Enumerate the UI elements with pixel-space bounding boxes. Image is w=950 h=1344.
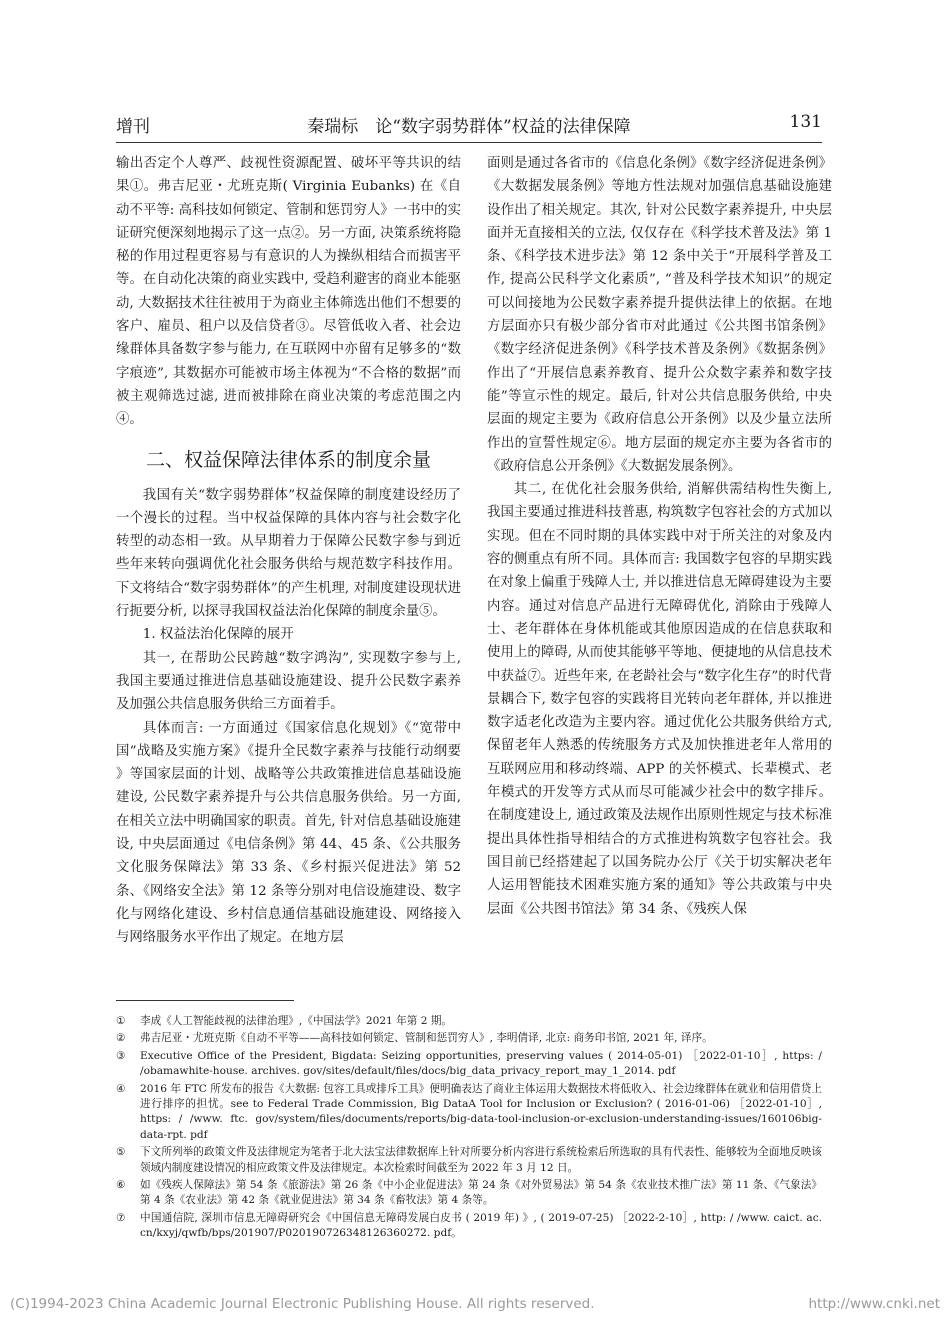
footnote-number: ①	[116, 1015, 126, 1027]
footnote-number: ⑦	[116, 1211, 126, 1224]
footnote	[116, 1211, 822, 1242]
footnote-divider	[116, 1000, 294, 1001]
footnote-text: 李成《人工智能歧视的法律治理》,《中国法学》2021 年第 2 期。	[140, 1015, 453, 1027]
paragraph: 具体而言: 一方面通过《国家信息化规划》《“宽带中国”战略及实施方案》《提升全民数字素养与技能行动纲要 》等国家层面的计划、战略等公共政策推进信息基础设施建设, 公民数字素养提升与公共信息服务供给。另一方面, 在相关立法中明确国家的职责。首先, 针对信息基础设施建设, 中央层面通过《电信条例》第 44、45 条、《公共服务文化服务保障法》第 33 条、《乡村振兴促进法》第 52 条、《网络安全法》第 12 条等分别对电信设施建设、数字化与网络化建设、乡村信息通信基础设施建设、网络接入与网络服务水平作出了规定。在地方层	[116, 720, 461, 946]
page-number: 131	[789, 112, 822, 132]
right-column	[487, 152, 832, 921]
footnote-text: Executive Office of the President, Bigdata: Seizing opportunities, preserving values ( 2014-05-01) ［2022-01-10］, https: / /obamawhite-house. archives. gov/sites/default/files/docs/big_data_privacy_report_may_1_2014. pdf	[140, 1049, 822, 1078]
footnote-text: 中国通信院, 深圳市信息无障碍研究会《中国信息无障碍发展白皮书 ( 2019 年) 》, ( 2019-07-25) ［2022-2-10］, http: / /www. caict. ac. cn/kxyj/qwfb/bps/201907/P020190726348126360272. pdf。	[140, 1211, 822, 1240]
footnote-number: ⑤	[116, 1146, 126, 1159]
footnote	[116, 1031, 822, 1046]
paragraph: 我国有关“数字弱势群体”权益保障的制度建设经历了一个漫长的过程。当中权益保障的具体内容与社会数字化转型的动态相一致。从早期着力于保障公民数字参与到近些年来转向强调优化社会服务供给与规范数字科技作用。下文将结合“数字弱势群体”的产生机理, 对制度建设现状进行扼要分析, 以探寻我国权益法治化保障的制度余量⑤。	[116, 487, 461, 620]
footnote-text: 如《残疾人保障法》第 54 条《旅游法》第 26 条《中小企业促进法》第 24 条《对外贸易法》第 54 条《农业技术推广法》第 11 条、《气象法》第 4 条《农业法》第 42 条《就业促进法》第 34 条《畜牧法》第 4 条等。	[140, 1179, 822, 1207]
header-divider	[116, 142, 822, 143]
left-column	[116, 152, 461, 950]
footnote-number: ④	[116, 1082, 126, 1095]
section-title: 二、权益保障法律体系的制度余量	[146, 448, 432, 471]
running-header	[116, 112, 822, 138]
footnote-text: 弗吉尼亚・尤班克斯《自动不平等——高科技如何锁定、管制和惩罚穷人》, 李明倩译, 北京: 商务印书馆, 2021 年, 译序。	[140, 1032, 713, 1045]
paragraph: 面则是通过各省市的《信息化条例》《数字经济促进条例》《大数据发展条例》等地方性法规对加强信息基础设施建设作出了相关规定。其次, 针对公民数字素养提升, 中央层面并无直接相关的立法, 仅仅存在《科学技术普及法》第 1 条、《科学技术进步法》第 12 条中关于“开展科学普及工作, 提高公民科学文化素质”, “普及科学技术知识”的规定可以间接地为公民数字素养提升提供法律上的依据。在地方层面亦只有极少部分省市对此通过《公共图书馆条例》《数字经济促进条例》《科学技术普及条例》《数据条例》作出了“开展信息素养教育、提升公众数字素养和数字技能”等宣示性的规定。最后, 针对公共信息服务供给, 中央层面的规定主要为《政府信息公开条例》以及少量立法所作出的宣誓性规定⑥。地方层面的规定亦主要为各省市的《政府信息公开条例》《大数据发展条例》。	[487, 156, 832, 474]
footnote-number: ⑥	[116, 1179, 126, 1192]
paragraph: 其一, 在帮助公民跨越“数字鸿沟”, 实现数字参与上, 我国主要通过推进信息基础设施建设、提升公民数字素养及加强公共信息服务供给三方面着手。	[116, 650, 461, 713]
journal-section: 增刊	[116, 117, 150, 137]
copyright-url: http://www.cnki.net	[808, 1296, 940, 1312]
footnote	[116, 1082, 822, 1144]
footnote-text: 下文所列举的政策文件及法律规定为笔者于北大法宝法律数据库上针对所要分析内容进行系统检索后所选取的具有代表性、能够较为全面地反映该领域内制度建设情况的相应政策文件及法律规定。本次检索时间截至为 2022 年 3 月 12 日。	[140, 1146, 822, 1174]
footnote-number: ②	[116, 1032, 126, 1045]
footnote-number: ③	[116, 1049, 126, 1062]
footnote	[116, 1178, 822, 1209]
footnote	[116, 1049, 822, 1080]
footnote-text: 2016 年 FTC 所发布的报告《大数据: 包容工具或排斥工具》便明确表达了商业主体运用大数据技术将低收入、社会边缘群体在就业和信用借贷上进行排序的担忧。see to Federal Trade Commission, Big DataA Tool for Inclusion or Exclusion? ( 2016-01-06) ［2022-01-10］, https: / /www. ftc. gov/system/files/documents/reports/big-data-tool-inclusion-or-exclusion-understanding-issues/160106big-data-rpt. pdf	[140, 1082, 822, 1141]
footnote	[116, 1145, 822, 1176]
article-title: 秦瑞标 论“数字弱势群体”权益的法律保障	[307, 117, 631, 137]
copyright-text: (C)1994-2023 China Academic Journal Electronic Publishing House. All rights reserved.	[10, 1296, 595, 1312]
subsection-title: 1. 权益法治化保障的展开	[142, 627, 294, 643]
paragraph: 输出否定个人尊严、歧视性资源配置、破坏平等共识的结果①。弗吉尼亚・尤班克斯( Virginia Eubanks) 在《自动不平等: 高科技如何锁定、管制和惩罚穷人》一书中的实证研究便深刻地揭示了这一点②。另一方面, 决策系统将隐秘的作用过程更容易与有意识的人为操纵相结合而损害平等。在自动化决策的商业实践中, 受趋利避害的商业本能驱动, 大数据技术往往被用于为商业主体筛选出他们不想要的客户、雇员、租户以及信贷者③。尽管低收入者、社会边缘群体具备数字参与能力, 在互联网中亦留有足够多的“数字痕迹”, 其数据亦可能被市场主体视为“不合格的数据”而被主观筛选过滤, 进而被排除在商业决策的考虑范围之内④。	[116, 156, 461, 428]
footnote	[116, 1014, 822, 1029]
footnotes	[116, 1014, 822, 1244]
paragraph: 其二, 在优化社会服务供给, 消解供需结构性失衡上, 我国主要通过推进科技普惠, 构筑数字包容社会的方式加以实现。但在不同时期的具体实践中对于所关注的对象及内容的侧重点有所不同。具体而言: 我国数字包容的早期实践在对象上偏重于残障人士, 并以推进信息无障碍建设为主要内容。通过对信息产品进行无障碍优化, 消除由于残障人士、老年群体在身体机能或其他原因造成的在信息获取和使用上的障碍, 从而使其能够平等地、便捷地的从信息技术中获益⑦。近些年来, 在老龄社会与“数字化生存”的时代背景耦合下, 数字包容的实践将目光转向老年群体, 并以推进数字适老化改造为主要内容。通过优化公共服务供给方式, 保留老年人熟悉的传统服务方式及加快推进老年人常用的互联网应用和移动终端、APP 的关怀模式、长辈模式、老年模式的开发等方式从而尽可能减少社会中的数字排斥。在制度建设上, 通过政策及法规作出原则性规定与技术标准提出具体性指导相结合的方式推进构筑数字包容社会。我国目前已经搭建起了以国务院办公厅《关于切实解决老年人运用智能技术困难实施方案的通知》等公共政策与中央层面《公共图书馆法》第 34 条、《残疾人保	[487, 482, 832, 917]
